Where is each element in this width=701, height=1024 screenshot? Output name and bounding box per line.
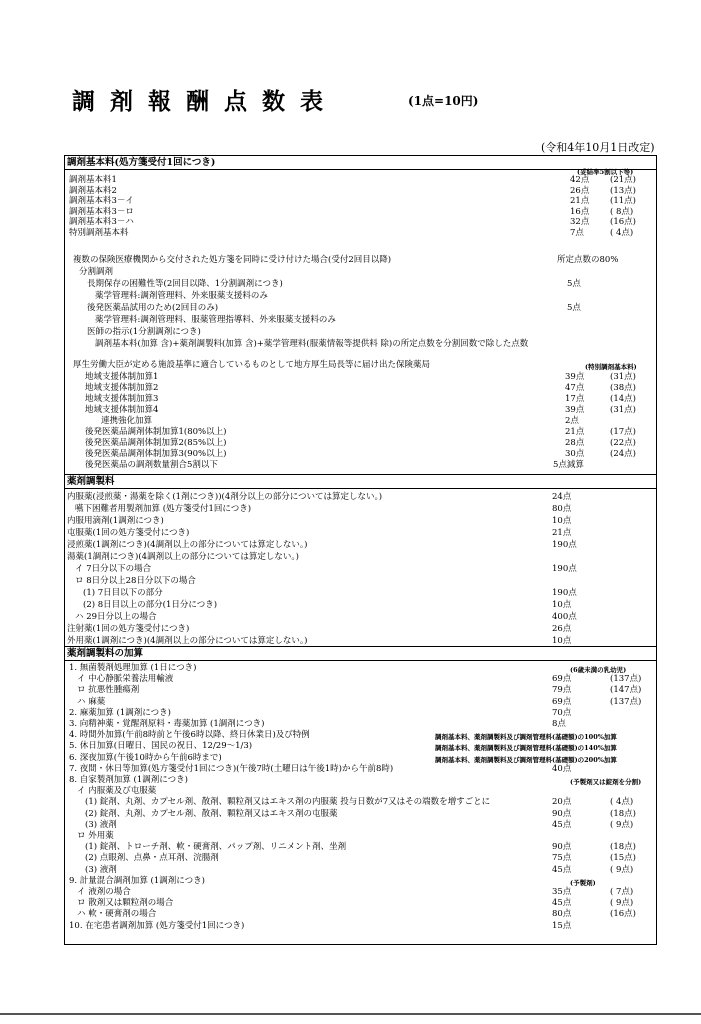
table-row bbox=[65, 227, 656, 239]
table-row bbox=[65, 864, 656, 876]
row-label: イ 中心静脈栄養法用輸液 bbox=[77, 674, 174, 685]
row-points: 45点 bbox=[552, 898, 572, 909]
split-long-sub: 薬学管理料:調剤管理料、外来服薬支援料のみ bbox=[95, 291, 268, 301]
row-paren-points: (11点) bbox=[610, 196, 636, 206]
row-label: 調剤基本料1 bbox=[69, 175, 117, 185]
row-paren-points: (15点) bbox=[610, 853, 636, 864]
row-points: 24点 bbox=[552, 492, 572, 502]
row-points: 8点 bbox=[552, 719, 566, 729]
table-row bbox=[65, 599, 656, 611]
row-points: 75点 bbox=[552, 853, 572, 864]
bottom-rule bbox=[0, 1013, 701, 1015]
row-points: 45点 bbox=[552, 819, 572, 830]
row-label: ロ 外用薬 bbox=[77, 831, 114, 841]
table-row bbox=[65, 729, 656, 741]
table-row bbox=[65, 908, 656, 920]
row-label: (1) 錠剤、丸剤、カプセル剤、散剤、顆粒剤又はエキス剤の内服薬 投与日数が7又はその端数を増すごとに bbox=[85, 797, 491, 808]
table-row bbox=[65, 886, 656, 898]
row-label: 浸煎薬(1調剤につき)(4調剤以上の部分については算定しない。) bbox=[67, 540, 308, 550]
row-label: (2) 錠剤、丸剤、カプセル剤、散剤、顆粒剤又はエキス剤の屯服薬 bbox=[85, 808, 338, 819]
row-points: 90点 bbox=[552, 842, 572, 853]
table-row bbox=[65, 897, 656, 909]
row-points: 39点 bbox=[565, 405, 585, 415]
table-row bbox=[65, 740, 656, 752]
row-points: 47点 bbox=[565, 383, 585, 393]
row-points: 20点 bbox=[552, 797, 572, 808]
table-row bbox=[65, 503, 656, 515]
split-generic-sub: 薬学管理料:調剤管理料、服薬管理指導料、外来服薬支援料のみ bbox=[95, 315, 336, 325]
row-paren-points: (22点) bbox=[610, 438, 636, 448]
row-label: (3) 液剤 bbox=[85, 819, 117, 830]
unit-note: (1点=10円) bbox=[408, 94, 479, 108]
row-paren-points: (16点) bbox=[610, 217, 636, 227]
row-label: 調剤基本料3－ロ bbox=[69, 206, 134, 217]
row-paren-points: (38点) bbox=[610, 383, 636, 393]
row-points: 15点 bbox=[552, 920, 572, 931]
row-label: 地域支援体制加算4 bbox=[85, 405, 159, 415]
row-points: 79点 bbox=[552, 685, 572, 696]
table-row bbox=[65, 875, 656, 887]
split-doctor-row: 医師の指示(1分割調剤につき) bbox=[87, 327, 201, 337]
row-paren-points: ( 9点) bbox=[610, 864, 634, 875]
row-points: 16点 bbox=[570, 206, 590, 217]
row-paren-points: (147点) bbox=[610, 685, 642, 696]
row-label: (2) 8日目以上の部分(1日分につき) bbox=[83, 600, 218, 610]
row-label: (2) 点眼剤、点鼻・点耳剤、浣腸剤 bbox=[85, 853, 219, 864]
row-paren-points: (137点) bbox=[610, 674, 642, 685]
table-row bbox=[65, 830, 656, 842]
row-points: 2点 bbox=[565, 416, 579, 426]
row-label: 5. 休日加算(日曜日、国民の祝日、12/29～1/3) bbox=[69, 741, 253, 752]
row-label: 調剤基本料3－ハ bbox=[69, 217, 134, 227]
row-points: 190点 bbox=[552, 564, 577, 574]
table-row bbox=[65, 587, 656, 599]
row-points: 10点 bbox=[552, 516, 572, 526]
row-points: 30点 bbox=[565, 449, 585, 459]
row-points: 32点 bbox=[570, 217, 590, 227]
row-note: 調剤基本料、薬剤調製料及び調剤管理料(基礎額)の140%加算 bbox=[435, 744, 617, 753]
row-paren-points: (16点) bbox=[610, 909, 636, 920]
row-paren-points: (21点) bbox=[610, 175, 636, 185]
row-points: 69点 bbox=[552, 696, 572, 707]
row-label: 3. 向精神薬・覚醒剤原料・毒薬加算 (1調剤につき) bbox=[69, 719, 265, 729]
row-label: ロ 散剤又は顆粒剤の場合 bbox=[77, 898, 174, 909]
row-points: 69点 bbox=[552, 674, 572, 685]
table-row bbox=[65, 539, 656, 551]
row-label: 屯服薬(1回の処方箋受付につき) bbox=[67, 528, 190, 538]
row-label: 内服用滴剤(1調剤につき) bbox=[67, 516, 164, 526]
row-label: 調剤基本料2 bbox=[69, 185, 117, 196]
table-row bbox=[65, 763, 656, 775]
row-label: 10. 在宅患者調剤加算 (処方箋受付1回につき) bbox=[69, 920, 245, 931]
row-label: イ 内服薬及び屯服薬 bbox=[77, 786, 157, 797]
table-row bbox=[65, 852, 656, 864]
row-paren-points: ( 7点) bbox=[610, 887, 634, 897]
row-label: 2. 麻薬加算 (1調剤につき) bbox=[69, 707, 171, 718]
row-paren-points: ( 8点) bbox=[610, 206, 634, 217]
table-row bbox=[65, 527, 656, 539]
table-row bbox=[65, 684, 656, 696]
row-points: 21点 bbox=[565, 427, 585, 437]
row-label: 6. 深夜加算(午後10時から午前6時まで) bbox=[69, 752, 222, 763]
row-paren-points: ( 4点) bbox=[610, 797, 634, 808]
table-row bbox=[65, 662, 656, 674]
row-points: 21点 bbox=[552, 528, 572, 538]
row-label: イ 液剤の場合 bbox=[77, 887, 131, 897]
row-paren-points: (17点) bbox=[610, 427, 636, 437]
row-label: ハ 麻薬 bbox=[77, 696, 106, 707]
row-points: 26点 bbox=[552, 624, 572, 634]
row-note: 調剤基本料、薬剤調製料及び調剤管理料(基礎額)の200%加算 bbox=[435, 755, 617, 764]
row-label: ハ 29日分以上の場合 bbox=[75, 612, 157, 622]
table-row bbox=[65, 841, 656, 853]
table-row bbox=[65, 774, 656, 786]
row-label: ハ 軟・硬膏剤の場合 bbox=[77, 909, 157, 920]
row-label: 特別調剤基本料 bbox=[69, 227, 129, 238]
row-label: 地域支援体制加算2 bbox=[85, 383, 159, 393]
row-points: 26点 bbox=[570, 185, 590, 196]
row-paren-points: ( 9点) bbox=[610, 898, 634, 909]
row-label: 9. 計量混合調剤加算 (1調剤につき) bbox=[69, 875, 205, 886]
table-row bbox=[65, 752, 656, 764]
row-paren-points: ( 9点) bbox=[610, 819, 634, 830]
row-paren-points: ( 4点) bbox=[610, 227, 634, 238]
table-row bbox=[65, 635, 656, 647]
row-label: 4. 時間外加算(午前8時前と午後6時以降、終日休業日)及び特例 bbox=[69, 730, 310, 741]
row-label: ロ 抗悪性腫瘍剤 bbox=[77, 685, 140, 696]
split-generic-row: 後発医薬品試用のため(2回目のみ) 5点 bbox=[87, 303, 581, 313]
row-label: イ 7日分以下の場合 bbox=[75, 564, 152, 574]
row-label: 地域支援体制加算1 bbox=[85, 372, 159, 382]
row-label: 後発医薬品調剤体制加算2(85%以上) bbox=[85, 438, 227, 448]
row-points: 5点減算 bbox=[553, 460, 584, 470]
row-label: (3) 液剤 bbox=[85, 864, 117, 875]
row-points: 70点 bbox=[552, 707, 572, 718]
row-points: 10点 bbox=[552, 636, 572, 646]
table-row bbox=[65, 707, 656, 719]
table-row bbox=[65, 491, 656, 503]
row-points: 7点 bbox=[570, 227, 584, 238]
split-title: 分割調剤 bbox=[79, 267, 114, 277]
row-note: 調剤基本料、薬剤調製料及び調剤管理料(基礎額)の100%加算 bbox=[435, 733, 617, 742]
row-points: 28点 bbox=[565, 438, 585, 448]
row-points: 42点 bbox=[570, 175, 590, 185]
row-points: 190点 bbox=[552, 540, 577, 550]
facility-row: 厚生労働大臣が定める施設基準に適合しているものとして地方厚生局長等に届け出た保険薬局 (特別調剤基本料) bbox=[73, 360, 637, 371]
row-points: 39点 bbox=[565, 372, 585, 382]
row-label: 後発医薬品の調剤数量割合5割以下 bbox=[85, 460, 218, 470]
row-label: (1) 7日目以下の部分 bbox=[83, 588, 163, 598]
row-points: 10点 bbox=[552, 600, 572, 610]
row-paren-points: (18点) bbox=[610, 808, 636, 819]
table-row bbox=[65, 551, 656, 563]
row-label: 調剤基本料3－イ bbox=[69, 196, 134, 206]
row-label: 後発医薬品調剤体制加算3(90%以上) bbox=[85, 449, 227, 459]
additions-section bbox=[64, 647, 657, 945]
table-row bbox=[65, 718, 656, 730]
row-points: 21点 bbox=[570, 196, 590, 206]
row-note: (予製剤又は錠剤を分割) bbox=[570, 778, 642, 786]
row-paren-points: (31点) bbox=[610, 405, 636, 415]
row-paren-points: (13点) bbox=[610, 185, 636, 196]
row-points: 400点 bbox=[552, 612, 577, 622]
table-row bbox=[65, 920, 656, 932]
section-heading: 薬剤調製料 bbox=[65, 475, 656, 489]
row-note: (予製剤) bbox=[570, 878, 596, 887]
row-paren-points: (14点) bbox=[610, 394, 636, 404]
split-doctor-sub: 調剤基本料(加算 含)+薬剤調製料(加算 含)+薬学管理料(服薬情報等提供料 除)の所定点数を分割回数で除した点数 bbox=[95, 339, 529, 349]
row-label: 湯薬(1調剤につき)(4調剤以上の部分については算定しない。) bbox=[67, 552, 299, 562]
split-long-row: 長期保存の困難性等(2回目以降、1分割調剤につき) 5点 bbox=[87, 279, 581, 289]
row-points: 80点 bbox=[552, 504, 572, 514]
row-label: 注射薬(1回の処方箋受付につき) bbox=[67, 624, 190, 634]
table-row bbox=[65, 459, 656, 471]
table-row bbox=[65, 673, 656, 685]
row-label: 後発医薬品調剤体制加算1(80%以上) bbox=[85, 427, 227, 437]
row-label: 1. 無菌製剤処理加算 (1日につき) bbox=[69, 663, 197, 673]
basic-note: (妥結率5割以下等) bbox=[577, 168, 634, 176]
row-label: 嚥下困難者用製剤加算 (処方箋受付1回につき) bbox=[75, 504, 252, 514]
row-label: 内服薬(浸煎薬・湯薬を除く(1剤につき))(4剤分以上の部分については算定しない。) bbox=[67, 492, 383, 502]
row-label: (1) 錠剤、トローチ剤、軟・硬膏剤、パップ剤、リニメント剤、坐剤 bbox=[85, 842, 347, 853]
preparation-fee-section bbox=[64, 475, 657, 647]
table-row bbox=[65, 563, 656, 575]
revision-date: (令和4年10月1日改定) bbox=[541, 141, 655, 154]
row-paren-points: (31点) bbox=[610, 372, 636, 382]
row-label: 連携強化加算 bbox=[101, 416, 153, 426]
row-points: 35点 bbox=[552, 887, 572, 897]
table-row bbox=[65, 515, 656, 527]
table-row bbox=[65, 623, 656, 635]
row-note: (6歳未満の乳幼児) bbox=[570, 666, 627, 674]
table-row bbox=[65, 575, 656, 587]
table-row bbox=[65, 611, 656, 623]
row-label: ロ 8日分以上28日分以下の場合 bbox=[75, 576, 196, 586]
row-points: 80点 bbox=[552, 909, 572, 920]
row-paren-points: (24点) bbox=[610, 449, 636, 459]
row-points: 40点 bbox=[552, 763, 572, 774]
row-label: 8. 自家製剤加算 (1調剤につき) bbox=[69, 775, 188, 785]
row-points: 45点 bbox=[552, 864, 572, 875]
table-row bbox=[65, 819, 656, 831]
table-row bbox=[65, 796, 656, 808]
row-points: 17点 bbox=[565, 394, 585, 404]
row-paren-points: (18点) bbox=[610, 842, 636, 853]
row-label: 外用薬(1調剤につき)(4調剤以上の部分については算定しない。) bbox=[67, 636, 308, 646]
row-points: 90点 bbox=[552, 808, 572, 819]
row-label: 地域支援体制加算3 bbox=[85, 394, 159, 404]
section-heading: 薬剤調製料の加算 bbox=[65, 647, 656, 661]
row-points: 190点 bbox=[552, 588, 577, 598]
table-row bbox=[65, 696, 656, 708]
table-row bbox=[65, 808, 656, 820]
section-heading: 調剤基本料(処方箋受付1回につき) bbox=[65, 156, 656, 170]
row-label: 7. 夜間・休日等加算(処方箋受付1回につき)(午後7時(土曜日は午後1時)から午前8時) bbox=[69, 763, 394, 774]
multi-row: 複数の保険医療機関から交付された処方箋を同時に受け付けた場合(受付2回目以降) 所定点数の80% bbox=[73, 255, 619, 265]
page-title: 調剤報酬点数表 bbox=[72, 88, 338, 115]
basic-fee-section bbox=[64, 155, 657, 475]
table-row bbox=[65, 785, 656, 797]
row-paren-points: (137点) bbox=[610, 696, 642, 707]
